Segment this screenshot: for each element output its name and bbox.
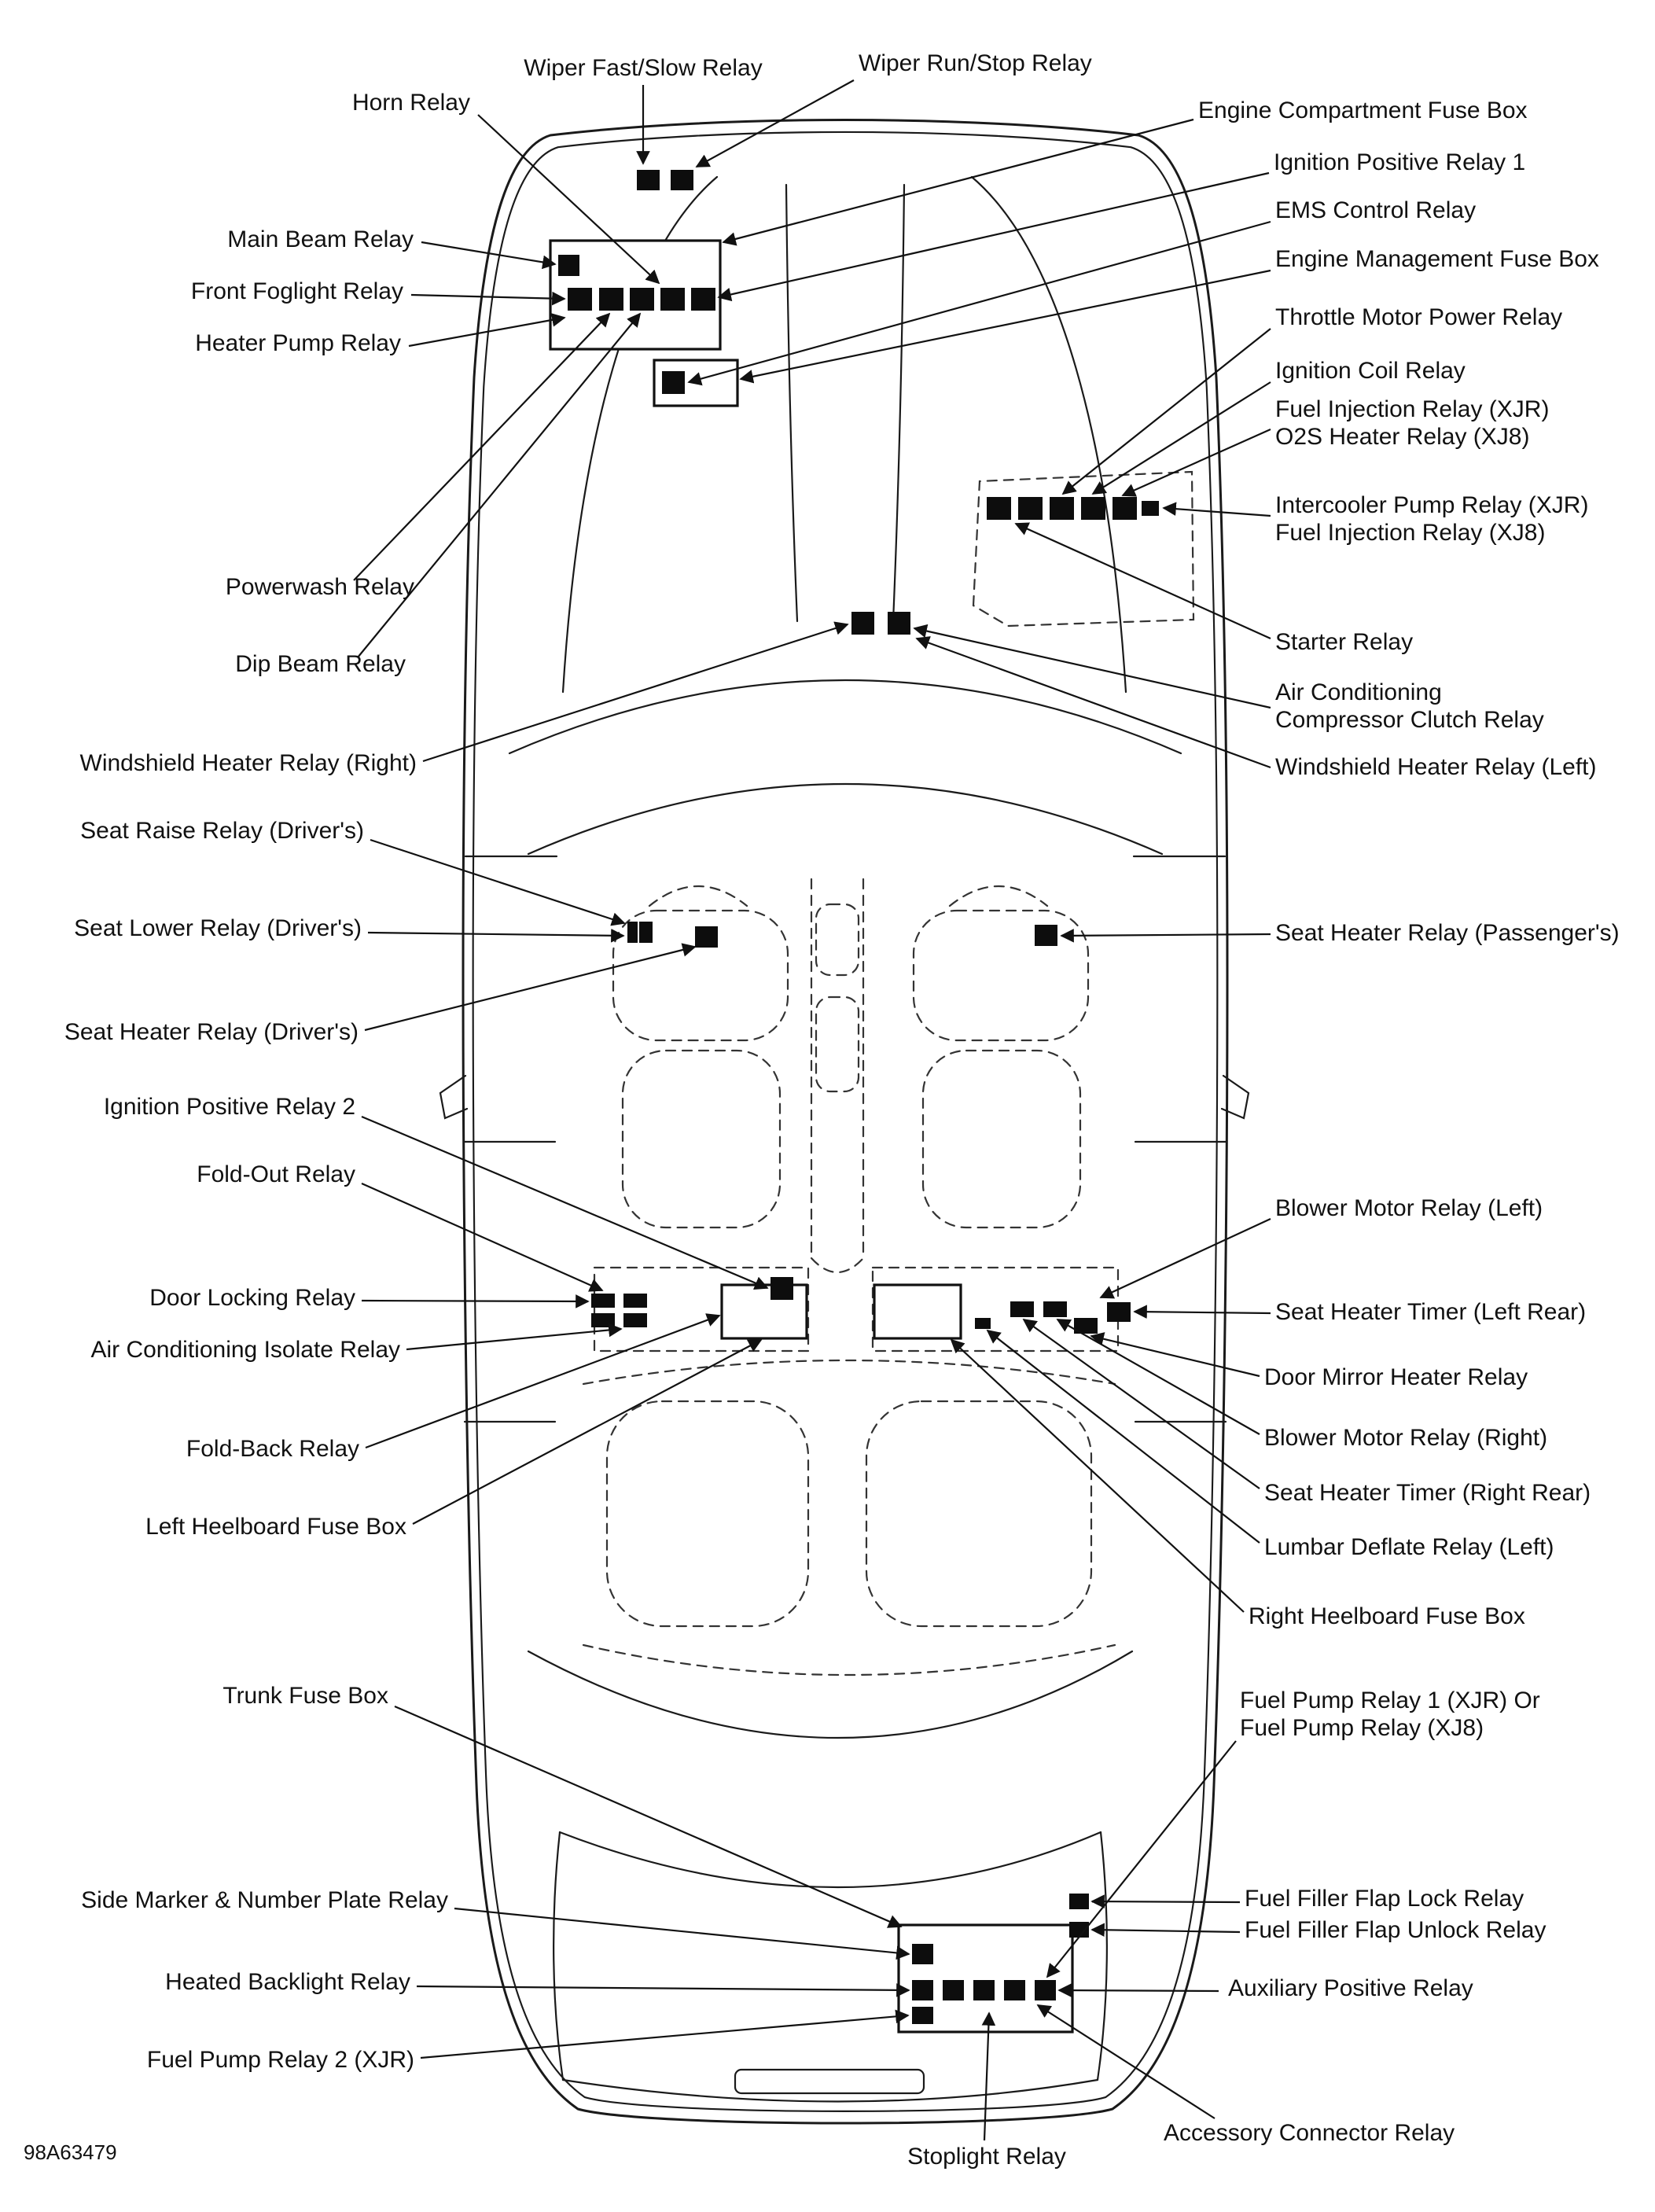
relay-marker-fuel-injection: [1081, 497, 1105, 520]
relay-marker-bay-small: [1142, 501, 1159, 516]
label-side-marker: Side Marker & Number Plate Relay: [81, 1887, 448, 1913]
label-main-beam: Main Beam Relay: [227, 226, 414, 252]
relay-marker-main-beam: [558, 255, 579, 276]
label-fuel-injection-xjr: Fuel Injection Relay (XJR): [1275, 396, 1550, 422]
label-engine-compartment-fuse-box: Engine Compartment Fuse Box: [1198, 98, 1528, 123]
relay-marker-side-marker: [912, 1944, 933, 1964]
relay-marker-sht-right-rear: [1010, 1301, 1034, 1317]
relay-marker-seat-heater-passenger: [1035, 925, 1057, 946]
label-auxiliary-positive: Auxiliary Positive Relay: [1228, 1975, 1473, 2001]
label-ems-control: EMS Control Relay: [1275, 197, 1477, 223]
relay-marker-fuel-filler-lock: [1069, 1894, 1089, 1909]
figure-code: 98A63479: [24, 2140, 117, 2164]
label-right-heelboard: Right Heelboard Fuse Box: [1249, 1603, 1525, 1629]
label-fuel-pump-1-line2: Fuel Pump Relay (XJ8): [1240, 1715, 1484, 1741]
relay-marker-lumbar-deflate: [975, 1318, 991, 1329]
relay-marker-starter: [987, 497, 1011, 520]
relay-marker-accessory-connector: [1004, 1980, 1025, 2000]
label-ac-compressor-1: Air Conditioning: [1275, 679, 1442, 705]
relay-marker-auxiliary-positive: [1035, 1980, 1056, 2000]
label-lumbar-deflate: Lumbar Deflate Relay (Left): [1264, 1534, 1554, 1560]
label-wiper-run-stop: Wiper Run/Stop Relay: [859, 50, 1092, 76]
relay-markers: [558, 170, 1159, 2024]
label-seat-raise-driver: Seat Raise Relay (Driver's): [80, 818, 364, 844]
label-heater-pump: Heater Pump Relay: [195, 330, 401, 356]
label-powerwash: Powerwash Relay: [225, 574, 414, 600]
label-fuel-filler-lock: Fuel Filler Flap Lock Relay: [1245, 1886, 1524, 1912]
relay-marker-seat-heater-driver: [695, 926, 718, 948]
relay-marker-seat-lower: [639, 922, 653, 943]
relay-marker-wiper-fast-slow: [637, 170, 660, 190]
label-engine-management-fuse-box: Engine Management Fuse Box: [1275, 246, 1599, 272]
relay-marker-heated-backlight: [912, 1980, 933, 2000]
relay-marker-sht-left-rear: [1107, 1302, 1131, 1322]
label-ignition-coil: Ignition Coil Relay: [1275, 358, 1466, 384]
label-seat-lower-driver: Seat Lower Relay (Driver's): [74, 915, 362, 941]
label-seat-heater-passenger: Seat Heater Relay (Passenger's): [1275, 920, 1620, 946]
labels: [24, 50, 1620, 2170]
label-fold-out: Fold-Out Relay: [197, 1161, 355, 1187]
label-ignition-positive-2: Ignition Positive Relay 2: [103, 1094, 355, 1120]
label-dip-beam: Dip Beam Relay: [235, 651, 406, 677]
label-fold-back: Fold-Back Relay: [186, 1436, 359, 1462]
relay-marker-ac-isolate: [591, 1313, 615, 1327]
relay-marker-stoplight: [973, 1980, 995, 2000]
car-interior-dashed: [583, 472, 1193, 1675]
label-seat-heater-driver: Seat Heater Relay (Driver's): [64, 1019, 359, 1045]
relay-marker-intercooler-pump: [1113, 497, 1137, 520]
relay-marker-ignition-coil: [1050, 497, 1074, 520]
car-body-details: [440, 177, 1249, 2102]
relay-marker-seat-raise: [627, 922, 638, 943]
label-windshield-heater-right: Windshield Heater Relay (Right): [79, 750, 417, 776]
label-front-foglight: Front Foglight Relay: [190, 278, 403, 304]
label-starter: Starter Relay: [1275, 629, 1414, 655]
label-heated-backlight: Heated Backlight Relay: [165, 1969, 410, 1995]
label-throttle-motor: Throttle Motor Power Relay: [1275, 304, 1563, 330]
label-sht-right-rear: Seat Heater Timer (Right Rear): [1264, 1480, 1591, 1506]
label-sht-left-rear: Seat Heater Timer (Left Rear): [1275, 1299, 1587, 1325]
relay-marker-throttle-motor: [1018, 497, 1043, 520]
label-fuel-pump-2: Fuel Pump Relay 2 (XJR): [146, 2047, 414, 2073]
relay-marker-door-locking: [623, 1294, 647, 1308]
label-accessory-connector: Accessory Connector Relay: [1164, 2120, 1455, 2146]
relay-marker-front-foglight: [568, 288, 592, 311]
relay-marker-windshield-left: [888, 612, 910, 635]
relay-marker-horn: [660, 288, 685, 311]
label-wiper-fast-slow: Wiper Fast/Slow Relay: [524, 55, 763, 81]
label-fuel-pump-1-line1: Fuel Pump Relay 1 (XJR) Or: [1240, 1688, 1540, 1713]
relay-marker-wiper-run-stop: [671, 170, 693, 190]
label-fuel-injection-xj8: Fuel Injection Relay (XJ8): [1275, 520, 1546, 546]
label-ac-isolate: Air Conditioning Isolate Relay: [90, 1337, 400, 1363]
label-windshield-heater-left: Windshield Heater Relay (Left): [1275, 754, 1597, 780]
car-body-outline: [463, 120, 1227, 2124]
relay-marker-blower-right: [1043, 1301, 1067, 1317]
relay-marker-fuel-pump-2: [912, 2007, 933, 2024]
relay-marker-trunk-2: [943, 1980, 964, 2000]
label-door-mirror-heater: Door Mirror Heater Relay: [1264, 1364, 1528, 1390]
label-blower-right: Blower Motor Relay (Right): [1264, 1425, 1548, 1451]
relay-marker-powerwash: [599, 288, 623, 311]
label-stoplight: Stoplight Relay: [907, 2144, 1066, 2170]
relay-marker-windshield-right: [851, 612, 874, 635]
right-heelboard-fuse-box: [874, 1285, 961, 1338]
label-horn: Horn Relay: [351, 90, 470, 116]
relay-marker-ignition-positive-1: [691, 288, 715, 311]
label-blower-left: Blower Motor Relay (Left): [1275, 1195, 1543, 1221]
relay-marker-ems-control: [662, 371, 685, 394]
label-trunk-fuse-box: Trunk Fuse Box: [223, 1683, 388, 1709]
label-door-locking: Door Locking Relay: [149, 1285, 355, 1311]
label-ignition-positive-1: Ignition Positive Relay 1: [1274, 149, 1526, 175]
relay-marker-fold-out: [591, 1294, 615, 1308]
relay-marker-ignition-positive-2: [770, 1277, 793, 1300]
relay-marker-fold-back: [623, 1313, 647, 1327]
left-heelboard-fuse-box: [722, 1285, 807, 1338]
label-ac-compressor-2: Compressor Clutch Relay: [1275, 707, 1544, 733]
label-left-heelboard: Left Heelboard Fuse Box: [145, 1514, 406, 1540]
label-fuel-filler-unlock: Fuel Filler Flap Unlock Relay: [1245, 1917, 1547, 1943]
label-intercooler-pump-xjr: Intercooler Pump Relay (XJR): [1275, 492, 1589, 518]
label-o2s-heater-xj8: O2S Heater Relay (XJ8): [1275, 424, 1530, 450]
relay-marker-dip-beam: [630, 288, 654, 311]
